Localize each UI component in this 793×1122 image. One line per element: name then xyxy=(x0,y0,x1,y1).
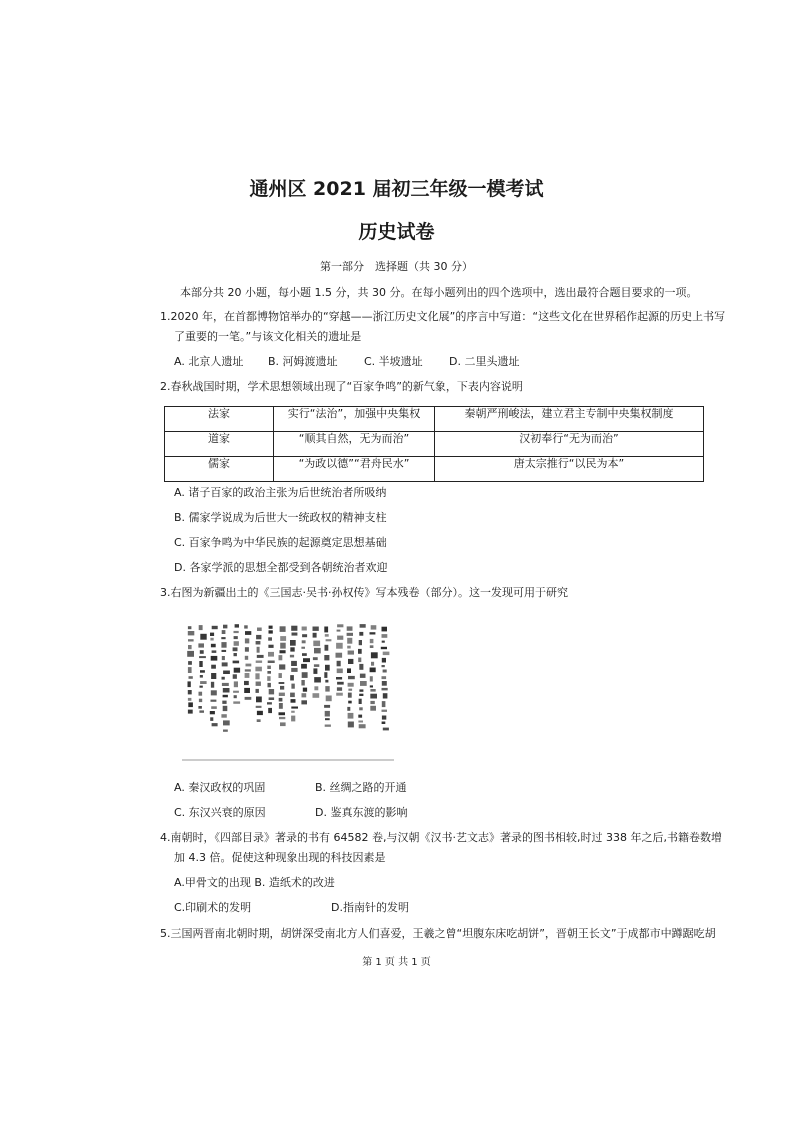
q4-stem-line1: 4.南朝时，《四部目录》著录的书有 64582 卷,与汉朝《汉书·艺文志》著录的图书相较,时过 338 年之后,书籍卷数增 xyxy=(160,831,722,844)
table-cell: “顺其自然，无为而治” xyxy=(274,432,435,457)
table-cell: 法家 xyxy=(165,407,274,432)
table-cell: “为政以德”“君舟民水” xyxy=(274,457,435,482)
q2-option-a: A. 诸子百家的政治主张为后世统治者所吸纳 xyxy=(174,486,387,499)
q3-option-a: A. 秦汉政权的巩固 xyxy=(174,781,266,794)
q3-option-c: C. 东汉兴衰的原因 xyxy=(174,806,266,819)
q2-option-d: D. 各家学派的思想全都受到各朝统治者欢迎 xyxy=(174,561,388,574)
q2-option-b: B. 儒家学说成为后世大一统政权的精神支柱 xyxy=(174,511,387,524)
exam-subtitle: 历史试卷 xyxy=(358,221,435,243)
exam-title: 通州区 2021 届初三年级一模考试 xyxy=(249,178,544,200)
q4-option-ab: A.甲骨文的出现 B. 造纸术的改进 xyxy=(174,876,335,889)
q1-stem-line1: 1.2020 年，在首都博物馆举办的“穿越——浙江历史文化展”的序言中写道：“这些文化在世界稻作起源的历史上书写 xyxy=(160,310,726,323)
table-cell: 实行“法治”，加强中央集权 xyxy=(274,407,435,432)
table-cell: 秦朝严刑峻法，建立君主专制中央集权制度 xyxy=(435,407,704,432)
page-footer: 第 1 页 共 1 页 xyxy=(362,957,431,968)
table-row xyxy=(165,407,704,432)
q1-option-a: A. 北京人遗址 xyxy=(174,355,244,368)
manuscript-fragment-image xyxy=(182,620,394,762)
q1-stem-line2: 了重要的一笔。”与该文化相关的遗址是 xyxy=(174,330,362,343)
q4-option-d: D.指南针的发明 xyxy=(331,901,409,914)
table-row xyxy=(165,457,704,482)
table-cell: 汉初奉行“无为而治” xyxy=(435,432,704,457)
q4-option-c: C.印刷术的发明 xyxy=(174,901,252,914)
q2-option-c: C. 百家争鸣为中华民族的起源奠定思想基础 xyxy=(174,536,387,549)
table-row xyxy=(165,432,704,457)
q1-option-b: B. 河姆渡遗址 xyxy=(268,355,338,368)
q1-option-d: D. 二里头遗址 xyxy=(449,355,520,368)
q2-stem: 2.春秋战国时期，学术思想领域出现了“百家争鸣”的新气象，下表内容说明 xyxy=(160,380,523,393)
q5-stem-line1: 5.三国两晋南北朝时期，胡饼深受南北方人们喜爱，王羲之曾“坦腹东床吃胡饼”，晋朝王长文”于成都市中蹲踞吃胡 xyxy=(160,927,716,940)
table-cell: 唐太宗推行“以民为本” xyxy=(435,457,704,482)
q1-option-c: C. 半坡遗址 xyxy=(364,355,423,368)
table-cell: 道家 xyxy=(165,432,274,457)
q3-option-b: B. 丝绸之路的开通 xyxy=(315,781,407,794)
section-heading: 第一部分 选择题（共 30 分） xyxy=(320,260,473,273)
q3-option-d: D. 鉴真东渡的影响 xyxy=(315,806,408,819)
table-cell: 儒家 xyxy=(165,457,274,482)
q3-stem: 3.右图为新疆出土的《三国志·吴书·孙权传》写本残卷（部分）。这一发现可用于研究 xyxy=(160,586,568,599)
q2-table xyxy=(164,406,704,482)
section-instructions: 本部分共 20 小题，每小题 1.5 分，共 30 分。在每小题列出的四个选项中，选出最符合题目要求的一项。 xyxy=(180,286,698,299)
q4-stem-line2: 加 4.3 倍。促使这种现象出现的科技因素是 xyxy=(174,851,386,864)
